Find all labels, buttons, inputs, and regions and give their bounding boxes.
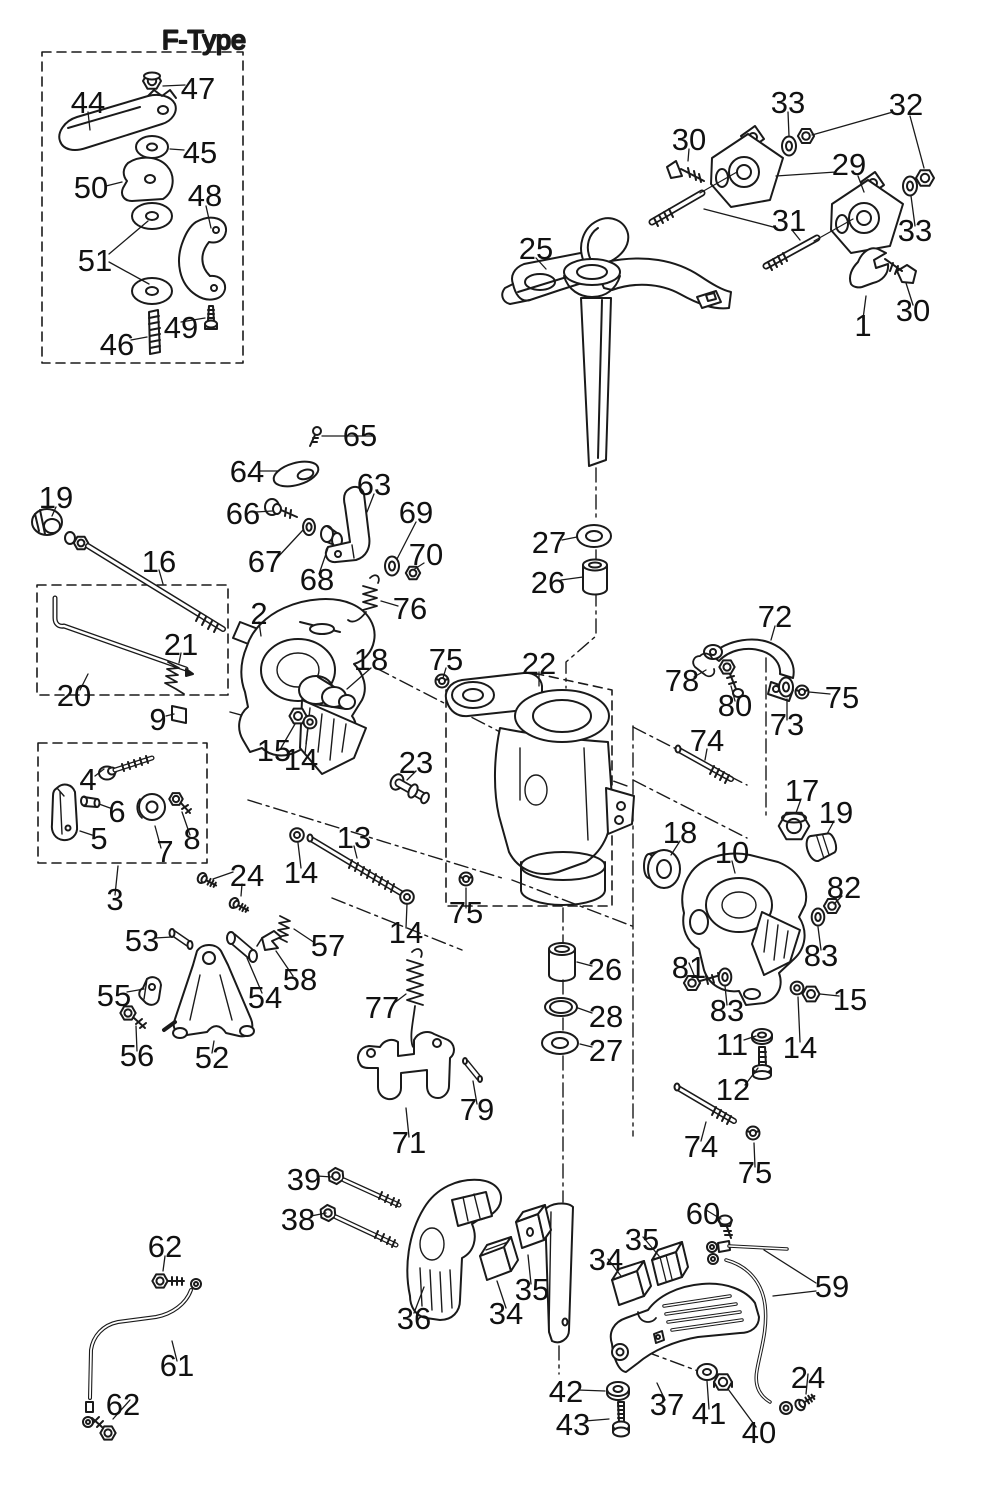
part-bracket-71 — [358, 1032, 454, 1099]
part-label-68: 68 — [299, 562, 335, 598]
part-label-30: 30 — [671, 122, 707, 158]
part-washer-27-bottom — [542, 1032, 578, 1054]
part-lever-5 — [52, 785, 77, 841]
part-label-69: 69 — [398, 495, 434, 531]
part-nut-32-left — [798, 129, 814, 143]
part-bolt-49 — [205, 306, 217, 329]
part-label-78: 78 — [664, 663, 700, 699]
part-nut-15-right — [802, 987, 819, 1002]
diagram-title: F-Type — [161, 25, 247, 56]
part-bolt-30-left — [667, 161, 704, 182]
part-label-14: 14 — [283, 855, 319, 891]
part-label-38: 38 — [280, 1202, 316, 1238]
part-label-21: 21 — [163, 627, 199, 663]
part-label-14: 14 — [283, 742, 319, 778]
part-label-20: 20 — [56, 678, 92, 714]
part-label-18: 18 — [353, 642, 389, 678]
part-label-75: 75 — [428, 642, 464, 678]
part-label-63: 63 — [356, 467, 392, 503]
part-label-33: 33 — [897, 213, 933, 249]
part-bolt-39 — [326, 1166, 399, 1207]
part-bushing-26-bottom — [549, 943, 575, 981]
part-washer-42 — [607, 1382, 629, 1400]
part-label-37: 37 — [649, 1387, 685, 1423]
part-label-53: 53 — [124, 923, 160, 959]
part-label-14: 14 — [782, 1030, 818, 1066]
part-swivel-bracket-22 — [446, 673, 634, 905]
part-label-55: 55 — [96, 978, 132, 1014]
part-pin-54 — [227, 932, 257, 962]
part-label-72: 72 — [757, 599, 793, 635]
part-stud-46 — [149, 310, 160, 354]
part-label-74: 74 — [683, 1129, 719, 1165]
part-label-2: 2 — [250, 596, 268, 632]
part-label-5: 5 — [90, 821, 108, 857]
part-label-32: 32 — [888, 87, 924, 123]
part-pin-53 — [170, 929, 193, 949]
part-label-62: 62 — [105, 1387, 141, 1423]
part-label-28: 28 — [588, 999, 624, 1035]
part-screw-43 — [613, 1402, 629, 1437]
part-nut-75-right — [796, 686, 809, 699]
part-label-76: 76 — [392, 591, 428, 627]
part-pin-6 — [81, 797, 100, 808]
part-cable-59-upper — [707, 1241, 787, 1252]
part-label-82: 82 — [826, 870, 862, 906]
part-cam-58 — [257, 931, 281, 950]
part-cam-50 — [122, 158, 173, 201]
part-label-67: 67 — [247, 544, 283, 580]
part-label-6: 6 — [108, 794, 126, 830]
part-label-45: 45 — [182, 135, 218, 171]
part-label-14: 14 — [388, 915, 424, 951]
part-bolt-66 — [265, 499, 297, 518]
part-nut-17 — [779, 813, 810, 840]
part-grommet-18-right — [644, 850, 680, 888]
part-label-49: 49 — [163, 310, 199, 346]
part-label-41: 41 — [691, 1396, 727, 1432]
part-washer-14-right — [791, 982, 804, 995]
part-label-19: 19 — [38, 480, 74, 516]
part-nut-32-right — [916, 170, 934, 186]
part-washer-73 — [779, 678, 793, 697]
part-label-9: 9 — [149, 702, 167, 738]
part-label-19: 19 — [818, 795, 854, 831]
part-label-17: 17 — [784, 773, 820, 809]
part-washer-33-right — [903, 177, 917, 196]
part-mount-29-right — [831, 172, 903, 253]
part-label-70: 70 — [408, 537, 444, 573]
part-label-15: 15 — [256, 733, 292, 769]
part-label-52: 52 — [194, 1040, 230, 1076]
leader-lines — [52, 85, 924, 1427]
part-nut-40 — [714, 1374, 732, 1390]
part-label-3: 3 — [106, 882, 124, 918]
part-washer-45 — [136, 136, 168, 158]
part-washer-14-a — [304, 716, 317, 729]
part-mount-29-left — [711, 126, 783, 207]
part-label-8: 8 — [183, 821, 201, 857]
part-label-59: 59 — [814, 1269, 850, 1305]
part-label-7: 7 — [156, 834, 174, 870]
part-clip-55 — [139, 977, 161, 1005]
part-nut-75-swivel — [460, 873, 473, 886]
part-label-57: 57 — [310, 928, 346, 964]
part-label-50: 50 — [73, 170, 109, 206]
part-label-35: 35 — [624, 1222, 660, 1258]
part-label-24: 24 — [790, 1360, 826, 1396]
part-bolt-38 — [318, 1203, 396, 1247]
part-label-26: 26 — [587, 952, 623, 988]
part-label-16: 16 — [141, 544, 177, 580]
part-label-34: 34 — [588, 1242, 624, 1278]
part-washer-27-top — [577, 525, 611, 547]
part-label-48: 48 — [187, 178, 223, 214]
part-label-22: 22 — [521, 646, 557, 682]
part-label-27: 27 — [588, 1033, 624, 1069]
part-label-13: 13 — [336, 820, 372, 856]
part-label-11: 11 — [715, 1027, 749, 1063]
part-oring-28 — [545, 998, 577, 1016]
part-number-labels — [39, 71, 932, 1450]
part-label-31: 31 — [771, 203, 807, 239]
part-washer-83-right — [812, 908, 825, 925]
part-bolt-4 — [99, 756, 152, 780]
part-grip-64 — [271, 457, 321, 491]
part-label-25: 25 — [518, 231, 554, 267]
part-bolt-30-right — [885, 259, 916, 283]
part-label-56: 56 — [119, 1038, 155, 1074]
part-label-75: 75 — [824, 680, 860, 716]
part-label-10: 10 — [714, 835, 750, 871]
part-label-27: 27 — [531, 525, 567, 561]
part-label-36: 36 — [396, 1301, 432, 1337]
part-washer-33-left — [782, 137, 796, 156]
part-label-4: 4 — [79, 762, 97, 798]
part-label-23: 23 — [398, 745, 434, 781]
part-fork-bracket-1 — [850, 248, 888, 287]
part-label-71: 71 — [391, 1125, 427, 1161]
part-label-83: 83 — [803, 938, 839, 974]
part-label-15: 15 — [832, 982, 868, 1018]
part-label-18: 18 — [662, 815, 698, 851]
part-label-81: 81 — [671, 950, 707, 986]
part-label-29: 29 — [831, 147, 867, 183]
part-grommet-7 — [137, 794, 165, 820]
part-label-80: 80 — [717, 688, 753, 724]
part-label-34: 34 — [488, 1296, 524, 1332]
part-cap-19-right — [804, 829, 839, 863]
part-label-75: 75 — [448, 895, 484, 931]
part-washers-51 — [132, 203, 172, 304]
part-label-46: 46 — [99, 327, 135, 363]
part-washer-83-left — [719, 968, 732, 985]
part-label-64: 64 — [229, 454, 265, 490]
part-label-30: 30 — [895, 293, 931, 329]
part-nut-75-bottom — [747, 1127, 760, 1140]
part-bolt-62-top — [152, 1274, 184, 1287]
part-washer-67 — [303, 519, 315, 535]
part-label-1: 1 — [854, 308, 872, 344]
part-washer-14-rod-left — [290, 828, 304, 842]
part-label-39: 39 — [286, 1162, 322, 1198]
part-nut-47 — [143, 73, 161, 89]
part-label-74: 74 — [689, 723, 725, 759]
part-label-42: 42 — [548, 1374, 584, 1410]
part-label-44: 44 — [70, 85, 106, 121]
part-label-83: 83 — [709, 993, 745, 1029]
part-label-43: 43 — [555, 1407, 591, 1443]
part-label-51: 51 — [77, 243, 113, 279]
part-screw-65 — [310, 427, 321, 446]
part-bracket-52 — [164, 945, 254, 1038]
part-label-61: 61 — [159, 1348, 195, 1384]
part-washer-14-rod-right — [400, 890, 414, 904]
part-label-47: 47 — [180, 71, 216, 107]
part-washer-41 — [697, 1364, 717, 1380]
part-label-65: 65 — [342, 418, 378, 454]
part-block-34-left — [480, 1237, 518, 1280]
part-pin-79 — [463, 1058, 482, 1082]
part-bushing-26-top — [583, 560, 607, 595]
part-label-60: 60 — [685, 1196, 721, 1232]
part-label-24: 24 — [229, 858, 265, 894]
part-label-77: 77 — [364, 990, 400, 1026]
part-label-40: 40 — [741, 1415, 777, 1451]
part-label-79: 79 — [459, 1092, 495, 1128]
part-label-66: 66 — [225, 496, 261, 532]
part-label-35: 35 — [514, 1272, 550, 1308]
part-label-26: 26 — [530, 565, 566, 601]
part-label-33: 33 — [770, 85, 806, 121]
part-label-12: 12 — [715, 1072, 751, 1108]
part-label-75: 75 — [737, 1155, 773, 1191]
part-label-73: 73 — [769, 707, 805, 743]
part-label-54: 54 — [247, 980, 283, 1016]
part-label-62: 62 — [147, 1229, 183, 1265]
part-label-58: 58 — [282, 962, 318, 998]
part-bolt-8 — [169, 793, 191, 813]
part-bracket-48 — [179, 218, 226, 300]
part-bolt-12 — [753, 1047, 771, 1079]
